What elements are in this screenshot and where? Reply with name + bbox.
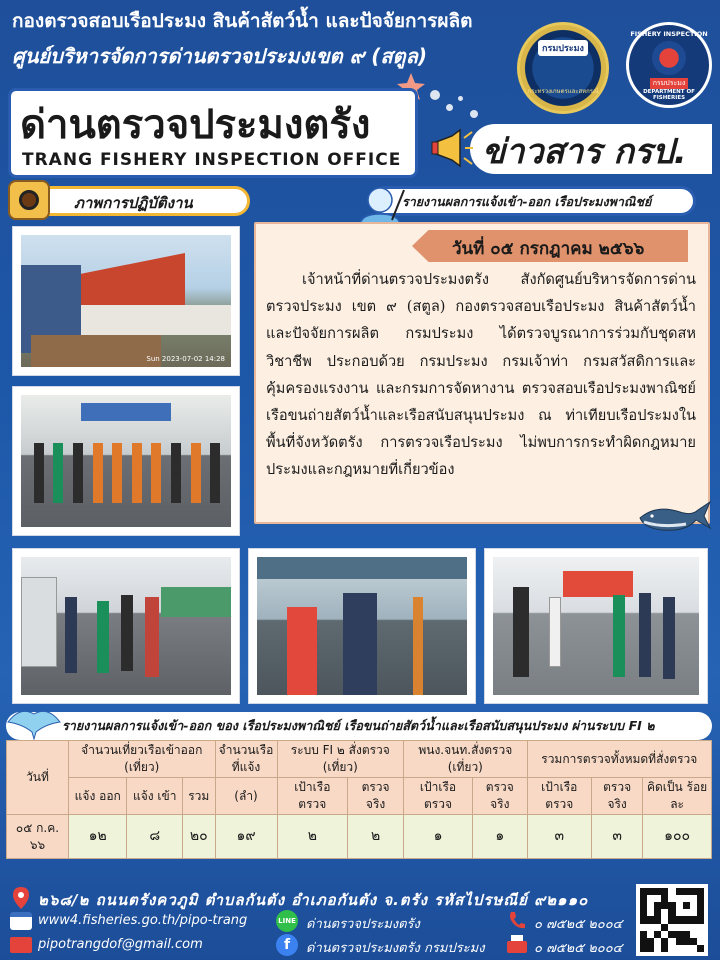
bubble-icon <box>446 104 453 111</box>
location-pin-icon <box>12 886 30 910</box>
col-date-header: วันที่ <box>7 741 69 815</box>
photo-inspection-3 <box>484 548 708 704</box>
report-date: วันที่ ๐๕ กรกฎาคม ๒๕๖๖ <box>452 239 645 259</box>
subheader-cell: เป้าเรือ ตรวจ <box>404 778 473 815</box>
footer-fax[interactable]: ๐ ๗๕๒๕ ๒๐๐๔ <box>534 941 623 956</box>
data-cell: ๑ <box>473 815 528 859</box>
qr-code-pattern <box>640 888 704 952</box>
data-cell: ๑๐๐ <box>643 815 712 859</box>
photo-inspection-1 <box>12 548 240 704</box>
photo-inspection-2 <box>248 548 476 704</box>
footer-line[interactable]: ด่านตรวจประมงตรัง <box>306 917 420 932</box>
data-cell: ๒๐ <box>182 815 215 859</box>
activity-label: ภาพการปฏิบัติงาน <box>74 194 193 212</box>
dof-seal-label: กรมประมง <box>538 40 588 56</box>
page-title-english: TRANG FISHERY INSPECTION OFFICE <box>22 150 402 170</box>
fax-icon <box>506 934 528 954</box>
table-header-row <box>7 741 712 778</box>
subheader-cell: แจ้ง เข้า <box>127 778 183 815</box>
subheader-cell: คิดเป็น ร้อยละ <box>643 778 712 815</box>
fishery-inspection-logo <box>626 22 712 108</box>
fi-emblem-icon <box>652 41 686 75</box>
table-title: รายงานผลการแจ้งเข้า-ออก ของ เรือประมงพาณิชย์ เรือขนถ่ายสัตว์น้ำและเรือสนับสนุนประมง ผ่านระบบ FI ๒ <box>62 718 655 733</box>
qr-code[interactable] <box>636 884 708 956</box>
whale-icon <box>636 498 712 536</box>
group-header: พนง.จนท.สั่งตรวจ (เที่ยว) <box>404 741 528 778</box>
table-row <box>7 815 712 859</box>
table-subheader-row <box>7 778 712 815</box>
data-cell: ๒ <box>277 815 348 859</box>
row-date: ๐๕ ก.ค. ๖๖ <box>7 815 69 859</box>
photo-team-group <box>12 386 240 536</box>
header-center: ศูนย์บริหารจัดการด่านตรวจประมงเขต ๙ (สตูล) <box>12 44 427 68</box>
header-department: กองตรวจสอบเรือประมง สินค้าสัตว์น้ำ และปัจจัยการผลิต <box>12 10 473 32</box>
subheader-cell: ตรวจ จริง <box>592 778 643 815</box>
footer-email[interactable]: pipotrangdof@gmail.com <box>38 937 203 952</box>
footer-facebook[interactable]: ด่านตรวจประมงตรัง กรมประมง <box>306 941 485 956</box>
phone-icon <box>508 910 526 930</box>
footer-website[interactable]: www4.fisheries.go.th/pipo-trang <box>38 913 248 928</box>
dof-seal-sub: กระทรวงเกษตรและสหกรณ์ <box>527 88 599 95</box>
page-title: ด่านตรวจประมงตรัง <box>20 102 371 148</box>
bubble-icon <box>430 90 440 100</box>
news-title: ข่าวสาร กรป. <box>482 132 687 172</box>
subheader-cell: ตรวจ จริง <box>473 778 528 815</box>
line-icon: LINE <box>276 910 298 932</box>
email-icon <box>10 937 32 953</box>
megaphone-icon <box>430 128 474 168</box>
web-icon <box>10 912 32 930</box>
photo-caption: Sun 2023-07-02 14:28 <box>146 355 225 363</box>
group-header: รวมการตรวจทั้งหมดที่สั่งตรวจ <box>527 741 711 778</box>
data-cell: ๑๒ <box>69 815 127 859</box>
group-header: ระบบ FI ๒ สั่งตรวจ (เที่ยว) <box>277 741 404 778</box>
data-cell: ๑ <box>404 815 473 859</box>
subheader-cell: แจ้ง ออก <box>69 778 127 815</box>
dof-seal-logo <box>517 22 609 114</box>
data-cell: ๓ <box>527 815 591 859</box>
manta-ray-icon <box>6 702 62 740</box>
subheader-cell: (ลำ) <box>215 778 277 815</box>
report-label: รายงานผลการแจ้งเข้า-ออก เรือประมงพาณิชย์ <box>402 194 652 209</box>
footer-phone[interactable]: ๐ ๗๕๒๕ ๒๐๐๔ <box>534 917 623 932</box>
fi-logo-mid: กรมประมง <box>650 78 689 89</box>
subheader-cell: เป้าเรือ ตรวจ <box>277 778 348 815</box>
fi-logo-bottom: DEPARTMENT OF FISHERIES <box>643 88 695 101</box>
data-cell: ๒ <box>348 815 404 859</box>
bubble-icon <box>470 110 478 118</box>
subheader-cell: รวม <box>182 778 215 815</box>
data-cell: ๘ <box>127 815 183 859</box>
subheader-cell: ตรวจ จริง <box>348 778 404 815</box>
data-cell: ๑๙ <box>215 815 277 859</box>
footer-address: ๒๖๘/๒ ถนนตรังควภูมิ ตำบลกันตัง อำเภอกันตัง จ.ตรัง รหัสไปรษณีย์ ๙๒๑๑๐ <box>38 891 589 909</box>
group-header: จำนวนเรือ ที่แจ้ง <box>215 741 277 778</box>
fi-logo-top: FISHERY INSPECTION <box>630 29 708 38</box>
data-cell: ๓ <box>592 815 643 859</box>
camera-icon <box>8 180 50 220</box>
bubble-icon <box>458 96 463 101</box>
facebook-icon: f <box>276 934 298 956</box>
subheader-cell: เป้าเรือ ตรวจ <box>527 778 591 815</box>
photo-boats <box>12 226 240 376</box>
stats-table <box>6 740 712 859</box>
group-header: จำนวนเที่ยวเรือเข้าออก (เที่ยว) <box>69 741 216 778</box>
report-body: เจ้าหน้าที่ด่านตรวจประมงตรัง สังกัดศูนย์บริหารจัดการด่านตรวจประมง เขต ๙ (สตูล) กองตรวจสอบเรือประมง สินค้าสัตว์น้ำ และปัจจัยการผลิต กรมประมง ได้ตรวจบูรณาการร่วมกับชุดสหวิชาชีพ ประกอบด้วย กรมประมง กรมเจ้าท่า กรมสวัสดิการและคุ้มครองแรงงาน และกรมการจัดหางาน ตรวจสอบเรือประมงพาณิชย์ เรือขนถ่ายสัตว์น้ำและเรือสนับสนุนประมง ณ ท่าเทียบเรือประมงในพื้นที่จังหวัดตรัง การตรวจเรือประมง ไม่พบการกระทำผิดกฎหมายประมงและกฎหมายที่เกี่ยวข้อง <box>266 271 696 479</box>
